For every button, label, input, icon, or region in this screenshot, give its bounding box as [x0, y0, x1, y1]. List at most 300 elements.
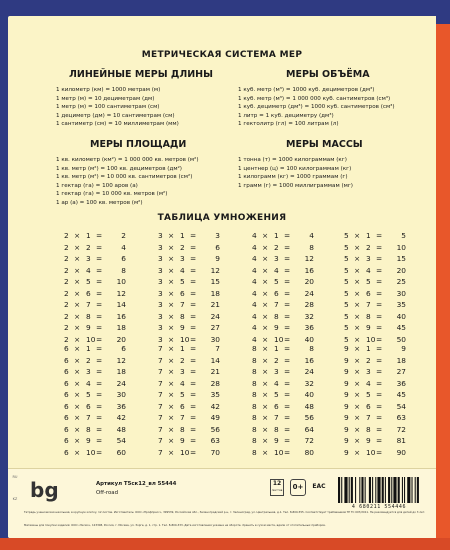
- multiplication-row: [252, 424, 314, 436]
- multiplication-product: 40: [304, 334, 314, 344]
- volume-line: 1 гектолитр (гл) = 100 литрам (л): [238, 121, 339, 128]
- multiplication-row: [158, 242, 220, 254]
- multiplication-factor-a: 2: [64, 300, 69, 310]
- multiplication-equals-sign: =: [376, 344, 383, 354]
- barcode-bar: [393, 477, 396, 503]
- multiplication-factor-b: 6: [274, 401, 279, 411]
- multiplication-factor-a: 7: [158, 447, 163, 457]
- multiplication-times-sign: ×: [262, 344, 269, 354]
- multiplication-product: 24: [116, 378, 126, 388]
- multiplication-factor-a: 8: [252, 378, 257, 388]
- multiplication-times-sign: ×: [262, 401, 269, 411]
- side-label-ru: RU: [12, 475, 18, 479]
- multiplication-factor-b: 4: [86, 265, 91, 275]
- multiplication-factor-b: 6: [180, 401, 185, 411]
- multiplication-row: [344, 288, 406, 300]
- multiplication-product: 63: [396, 413, 406, 423]
- multiplication-equals-sign: =: [284, 265, 291, 275]
- sheets-label: листов: [271, 488, 283, 492]
- multiplication-factor-b: 1: [366, 344, 371, 354]
- multiplication-row: [64, 253, 126, 265]
- multiplication-product: 27: [210, 323, 220, 333]
- length-list: [56, 86, 179, 129]
- multiplication-row: [344, 322, 406, 334]
- multiplication-factor-a: 8: [252, 355, 257, 365]
- multiplication-row: [64, 230, 126, 242]
- multiplication-product: 8: [121, 265, 126, 275]
- multiplication-product: 81: [396, 436, 406, 446]
- volume-line: 1 литр = 1 куб. дециметру (дм³): [238, 112, 334, 119]
- multiplication-row: [252, 311, 314, 323]
- multiplication-times-sign: ×: [74, 378, 81, 388]
- barcode-bar: [377, 477, 380, 503]
- multiplication-block-6: [64, 343, 126, 458]
- multiplication-product: 30: [396, 288, 406, 298]
- volume-line: 1 куб. дециметр (дм³) = 1000 куб. сантиметров (см³): [238, 104, 395, 111]
- length-line: 1 сантиметр (см) = 10 миллиметрам (мм): [56, 121, 179, 128]
- multiplication-product: 10: [396, 242, 406, 252]
- multiplication-times-sign: ×: [168, 334, 175, 344]
- multiplication-factor-a: 5: [344, 265, 349, 275]
- multiplication-factor-b: 10: [274, 334, 284, 344]
- multiplication-product: 48: [116, 424, 126, 434]
- multiplication-times-sign: ×: [168, 277, 175, 287]
- multiplication-product: 32: [304, 378, 314, 388]
- multiplication-product: 40: [396, 311, 406, 321]
- multiplication-product: 5: [401, 231, 406, 241]
- area-line: 1 гектар (га) = 100 аров (а): [56, 182, 138, 189]
- multiplication-times-sign: ×: [262, 378, 269, 388]
- multiplication-row: [64, 355, 126, 367]
- multiplication-row: [158, 424, 220, 436]
- multiplication-factor-a: 4: [252, 311, 257, 321]
- multiplication-block-7: [158, 343, 220, 458]
- multiplication-equals-sign: =: [376, 367, 383, 377]
- multiplication-equals-sign: =: [376, 300, 383, 310]
- multiplication-times-sign: ×: [168, 300, 175, 310]
- area-line: 1 кв. метр (м²) = 10 000 кв. сантиметров (см²): [56, 174, 193, 181]
- multiplication-row: [64, 389, 126, 401]
- multiplication-factor-a: 2: [64, 254, 69, 264]
- multiplication-equals-sign: =: [376, 311, 383, 321]
- multiplication-times-sign: ×: [74, 401, 81, 411]
- multiplication-factor-a: 6: [64, 390, 69, 400]
- multiplication-product: 6: [121, 344, 126, 354]
- multiplication-factor-b: 5: [86, 390, 91, 400]
- mass-list: [238, 156, 353, 190]
- multiplication-equals-sign: =: [284, 378, 291, 388]
- multiplication-equals-sign: =: [190, 355, 197, 365]
- multiplication-times-sign: ×: [74, 344, 81, 354]
- multiplication-row: [64, 401, 126, 413]
- multiplication-factor-a: 3: [158, 277, 163, 287]
- cover-edge-bottom: [0, 538, 450, 550]
- area-line: 1 гектар (га) = 10 000 кв. метров (м²): [56, 191, 168, 198]
- multiplication-product: 12: [116, 288, 126, 298]
- multiplication-product: 36: [396, 378, 406, 388]
- multiplication-times-sign: ×: [354, 344, 361, 354]
- multiplication-factor-a: 5: [344, 334, 349, 344]
- multiplication-factor-a: 9: [344, 367, 349, 377]
- multiplication-factor-a: 8: [252, 367, 257, 377]
- multiplication-row: [158, 288, 220, 300]
- mass-line: 1 килограмм (кг) = 1000 граммам (г): [238, 174, 348, 181]
- multiplication-product: 10: [116, 277, 126, 287]
- volume-heading: МЕРЫ ОБЪЁМА: [286, 69, 370, 80]
- multiplication-row: [252, 299, 314, 311]
- multiplication-factor-a: 8: [252, 424, 257, 434]
- multiplication-row: [344, 299, 406, 311]
- multiplication-factor-a: 5: [344, 231, 349, 241]
- multiplication-factor-a: 5: [344, 277, 349, 287]
- multiplication-times-sign: ×: [168, 447, 175, 457]
- multiplication-factor-a: 6: [64, 378, 69, 388]
- multiplication-factor-a: 4: [252, 254, 257, 264]
- multiplication-factor-b: 1: [180, 344, 185, 354]
- area-list: [56, 156, 199, 208]
- multiplication-factor-a: 4: [252, 231, 257, 241]
- multiplication-factor-b: 10: [180, 447, 190, 457]
- multiplication-equals-sign: =: [96, 277, 103, 287]
- multiplication-factor-b: 6: [274, 288, 279, 298]
- multiplication-times-sign: ×: [168, 355, 175, 365]
- multiplication-row: [64, 343, 126, 355]
- multiplication-times-sign: ×: [168, 436, 175, 446]
- multiplication-factor-b: 3: [180, 254, 185, 264]
- multiplication-equals-sign: =: [284, 334, 291, 344]
- multiplication-equals-sign: =: [376, 242, 383, 252]
- multiplication-times-sign: ×: [354, 367, 361, 377]
- multiplication-factor-b: 4: [274, 265, 279, 275]
- multiplication-factor-b: 7: [366, 413, 371, 423]
- multiplication-equals-sign: =: [190, 334, 197, 344]
- multiplication-factor-a: 3: [158, 300, 163, 310]
- multiplication-factor-a: 3: [158, 231, 163, 241]
- multiplication-row: [344, 253, 406, 265]
- multiplication-equals-sign: =: [190, 311, 197, 321]
- multiplication-times-sign: ×: [74, 311, 81, 321]
- multiplication-times-sign: ×: [354, 424, 361, 434]
- multiplication-times-sign: ×: [74, 367, 81, 377]
- multiplication-factor-b: 9: [366, 323, 371, 333]
- multiplication-equals-sign: =: [190, 265, 197, 275]
- multiplication-factor-a: 4: [252, 300, 257, 310]
- multiplication-factor-a: 7: [158, 424, 163, 434]
- multiplication-times-sign: ×: [262, 231, 269, 241]
- multiplication-row: [64, 265, 126, 277]
- multiplication-times-sign: ×: [354, 254, 361, 264]
- barcode-bar: [388, 477, 390, 503]
- multiplication-row: [158, 447, 220, 459]
- multiplication-times-sign: ×: [262, 311, 269, 321]
- multiplication-equals-sign: =: [376, 265, 383, 275]
- multiplication-row: [344, 265, 406, 277]
- multiplication-times-sign: ×: [262, 436, 269, 446]
- multiplication-equals-sign: =: [376, 288, 383, 298]
- multiplication-product: 18: [116, 367, 126, 377]
- multiplication-times-sign: ×: [168, 378, 175, 388]
- multiplication-factor-b: 4: [366, 265, 371, 275]
- multiplication-product: 72: [396, 424, 406, 434]
- multiplication-factor-b: 5: [180, 390, 185, 400]
- multiplication-row: [344, 401, 406, 413]
- multiplication-row: [158, 401, 220, 413]
- multiplication-product: 45: [396, 390, 406, 400]
- multiplication-factor-a: 9: [344, 424, 349, 434]
- multiplication-equals-sign: =: [96, 355, 103, 365]
- multiplication-factor-a: 7: [158, 413, 163, 423]
- multiplication-factor-b: 4: [366, 378, 371, 388]
- multiplication-row: [64, 447, 126, 459]
- multiplication-factor-a: 9: [344, 378, 349, 388]
- multiplication-factor-a: 2: [64, 288, 69, 298]
- multiplication-times-sign: ×: [168, 311, 175, 321]
- multiplication-factor-b: 7: [86, 300, 91, 310]
- multiplication-factor-b: 5: [86, 277, 91, 287]
- multiplication-times-sign: ×: [262, 334, 269, 344]
- multiplication-factor-a: 9: [344, 436, 349, 446]
- barcode-bar: [391, 477, 392, 503]
- multiplication-factor-a: 3: [158, 265, 163, 275]
- page-title: МЕТРИЧЕСКАЯ СИСТЕМА МЕР: [141, 50, 303, 60]
- multiplication-product: 30: [116, 390, 126, 400]
- multiplication-product: 9: [215, 254, 220, 264]
- multiplication-equals-sign: =: [284, 424, 291, 434]
- multiplication-factor-b: 1: [366, 231, 371, 241]
- multiplication-factor-b: 2: [180, 355, 185, 365]
- multiplication-factor-b: 3: [86, 254, 91, 264]
- multiplication-row: [252, 412, 314, 424]
- multiplication-equals-sign: =: [96, 378, 103, 388]
- multiplication-equals-sign: =: [190, 277, 197, 287]
- multiplication-factor-a: 2: [64, 277, 69, 287]
- multiplication-equals-sign: =: [96, 254, 103, 264]
- multiplication-times-sign: ×: [262, 413, 269, 423]
- multiplication-factor-a: 5: [344, 242, 349, 252]
- barcode-bar: [349, 477, 350, 503]
- multiplication-factor-b: 2: [366, 355, 371, 365]
- multiplication-equals-sign: =: [96, 436, 103, 446]
- multiplication-row: [344, 435, 406, 447]
- multiplication-equals-sign: =: [284, 254, 291, 264]
- multiplication-times-sign: ×: [354, 436, 361, 446]
- barcode-bar: [417, 477, 419, 503]
- multiplication-row: [252, 253, 314, 265]
- multiplication-factor-a: 8: [252, 436, 257, 446]
- mass-line: 1 центнер (ц) = 100 килограммам (кг): [238, 165, 352, 172]
- multiplication-equals-sign: =: [376, 254, 383, 264]
- multiplication-product: 48: [304, 401, 314, 411]
- multiplication-product: 12: [210, 265, 220, 275]
- eac-mark: EAC: [312, 483, 326, 490]
- multiplication-equals-sign: =: [96, 447, 103, 457]
- multiplication-row: [252, 366, 314, 378]
- multiplication-factor-a: 5: [344, 300, 349, 310]
- multiplication-factor-a: 7: [158, 436, 163, 446]
- multiplication-row: [252, 401, 314, 413]
- multiplication-factor-b: 9: [180, 323, 185, 333]
- multiplication-equals-sign: =: [284, 447, 291, 457]
- multiplication-equals-sign: =: [284, 231, 291, 241]
- multiplication-equals-sign: =: [376, 413, 383, 423]
- area-line: 1 ар (а) = 100 кв. метров (м²): [56, 199, 143, 206]
- multiplication-times-sign: ×: [168, 344, 175, 354]
- multiplication-product: 49: [210, 413, 220, 423]
- multiplication-factor-a: 3: [158, 323, 163, 333]
- multiplication-factor-a: 8: [252, 344, 257, 354]
- multiplication-factor-a: 4: [252, 334, 257, 344]
- multiplication-factor-b: 10: [366, 334, 376, 344]
- barcode-bar: [372, 477, 373, 503]
- area-heading: МЕРЫ ПЛОЩАДИ: [90, 139, 187, 150]
- multiplication-product: 60: [116, 447, 126, 457]
- multiplication-row: [158, 435, 220, 447]
- multiplication-row: [158, 366, 220, 378]
- multiplication-factor-b: 3: [86, 367, 91, 377]
- multiplication-factor-b: 2: [86, 355, 91, 365]
- multiplication-product: 80: [304, 447, 314, 457]
- multiplication-factor-b: 7: [180, 413, 185, 423]
- multiplication-row: [64, 311, 126, 323]
- multiplication-equals-sign: =: [96, 344, 103, 354]
- multiplication-row: [64, 288, 126, 300]
- multiplication-factor-a: 5: [344, 311, 349, 321]
- multiplication-product: 28: [304, 300, 314, 310]
- multiplication-product: 90: [396, 447, 406, 457]
- multiplication-times-sign: ×: [74, 436, 81, 446]
- side-label-kz: KZ: [12, 497, 18, 501]
- barcode-bar: [404, 477, 405, 503]
- multiplication-product: 27: [396, 367, 406, 377]
- multiplication-times-sign: ×: [74, 254, 81, 264]
- multiplication-product: 8: [309, 242, 314, 252]
- multiplication-product: 56: [304, 413, 314, 423]
- cover-edge-right-top: [436, 0, 450, 24]
- multiplication-equals-sign: =: [284, 323, 291, 333]
- multiplication-times-sign: ×: [354, 355, 361, 365]
- multiplication-factor-b: 7: [366, 300, 371, 310]
- multiplication-row: [252, 435, 314, 447]
- multiplication-times-sign: ×: [262, 323, 269, 333]
- multiplication-factor-b: 6: [366, 288, 371, 298]
- multiplication-times-sign: ×: [168, 242, 175, 252]
- multiplication-equals-sign: =: [190, 378, 197, 388]
- barcode-bar: [415, 477, 416, 503]
- multiplication-factor-a: 5: [344, 288, 349, 298]
- manufacturer-info: Тетрадь ученическая школьная, в крупную клетку, 12 листов. Изготовитель: ООО «Профпресс», 399539, Российская обл., Зеленоградский р-н, г. Зеленоград, ул. Центральная, д.1. Тел. 8-800-555. Соответствует требованиям ТР ТС 007/2011. Не рекомендуется для детей до 3 лет.: [24, 510, 426, 514]
- barcode-bar: [361, 477, 363, 503]
- multiplication-block-4: [252, 230, 314, 345]
- sheets-count: 12: [272, 480, 282, 487]
- multiplication-equals-sign: =: [190, 288, 197, 298]
- multiplication-equals-sign: =: [96, 390, 103, 400]
- multiplication-product: 16: [304, 355, 314, 365]
- multiplication-factor-a: 6: [64, 413, 69, 423]
- multiplication-equals-sign: =: [376, 378, 383, 388]
- multiplication-equals-sign: =: [96, 265, 103, 275]
- multiplication-factor-a: 7: [158, 344, 163, 354]
- length-heading: ЛИНЕЙНЫЕ МЕРЫ ДЛИНЫ: [69, 69, 213, 80]
- multiplication-product: 20: [396, 265, 406, 275]
- multiplication-factor-b: 10: [274, 447, 284, 457]
- sheets-badge: [270, 479, 284, 496]
- multiplication-factor-a: 4: [252, 323, 257, 333]
- multiplication-times-sign: ×: [354, 447, 361, 457]
- multiplication-product: 6: [121, 254, 126, 264]
- multiplication-times-sign: ×: [262, 390, 269, 400]
- multiplication-row: [64, 378, 126, 390]
- multiplication-times-sign: ×: [354, 242, 361, 252]
- multiplication-factor-a: 2: [64, 242, 69, 252]
- multiplication-equals-sign: =: [284, 401, 291, 411]
- multiplication-product: 20: [304, 277, 314, 287]
- multiplication-product: 12: [304, 254, 314, 264]
- multiplication-row: [252, 288, 314, 300]
- multiplication-factor-a: 3: [158, 288, 163, 298]
- barcode-bar: [341, 477, 342, 503]
- multiplication-product: 15: [396, 254, 406, 264]
- multiplication-times-sign: ×: [168, 265, 175, 275]
- barcode-bar: [385, 477, 386, 503]
- multiplication-product: 64: [304, 424, 314, 434]
- multiplication-factor-a: 9: [344, 355, 349, 365]
- multiplication-equals-sign: =: [376, 436, 383, 446]
- barcode-bar: [344, 477, 347, 503]
- multiplication-times-sign: ×: [74, 390, 81, 400]
- footer: [8, 468, 436, 538]
- multiplication-factor-b: 7: [274, 300, 279, 310]
- multiplication-factor-b: 10: [180, 334, 190, 344]
- multiplication-equals-sign: =: [284, 413, 291, 423]
- multiplication-row: [252, 355, 314, 367]
- barcode-bar: [365, 477, 366, 503]
- multiplication-row: [64, 322, 126, 334]
- multiplication-product: 50: [396, 334, 406, 344]
- multiplication-equals-sign: =: [96, 231, 103, 241]
- multiplication-factor-a: 9: [344, 390, 349, 400]
- multiplication-product: 15: [210, 277, 220, 287]
- multiplication-times-sign: ×: [354, 323, 361, 333]
- multiplication-factor-b: 1: [86, 231, 91, 241]
- multiplication-factor-a: 6: [64, 355, 69, 365]
- multiplication-factor-b: 2: [274, 355, 279, 365]
- multiplication-block-3: [158, 230, 220, 345]
- multiplication-row: [64, 366, 126, 378]
- multiplication-product: 7: [215, 344, 220, 354]
- multiplication-row: [252, 242, 314, 254]
- multiplication-factor-b: 2: [86, 242, 91, 252]
- multiplication-product: 18: [396, 355, 406, 365]
- multiplication-times-sign: ×: [74, 447, 81, 457]
- multiplication-factor-b: 6: [86, 288, 91, 298]
- multiplication-equals-sign: =: [190, 413, 197, 423]
- volume-list: [238, 86, 395, 129]
- logo-text: bg: [30, 478, 59, 502]
- volume-line: 1 куб. метр (м³) = 1000 куб. дециметров (дм³): [238, 87, 375, 93]
- multiplication-times-sign: ×: [262, 242, 269, 252]
- multiplication-product: 21: [210, 367, 220, 377]
- barcode-bar: [398, 477, 400, 503]
- multiplication-row: [64, 276, 126, 288]
- barcode-bar: [407, 477, 410, 503]
- multiplication-factor-b: 8: [86, 424, 91, 434]
- multiplication-factor-b: 5: [366, 277, 371, 287]
- barcode-bar: [375, 477, 376, 503]
- multiplication-row: [158, 389, 220, 401]
- multiplication-product: 20: [116, 334, 126, 344]
- multiplication-equals-sign: =: [96, 242, 103, 252]
- multiplication-factor-b: 8: [180, 424, 185, 434]
